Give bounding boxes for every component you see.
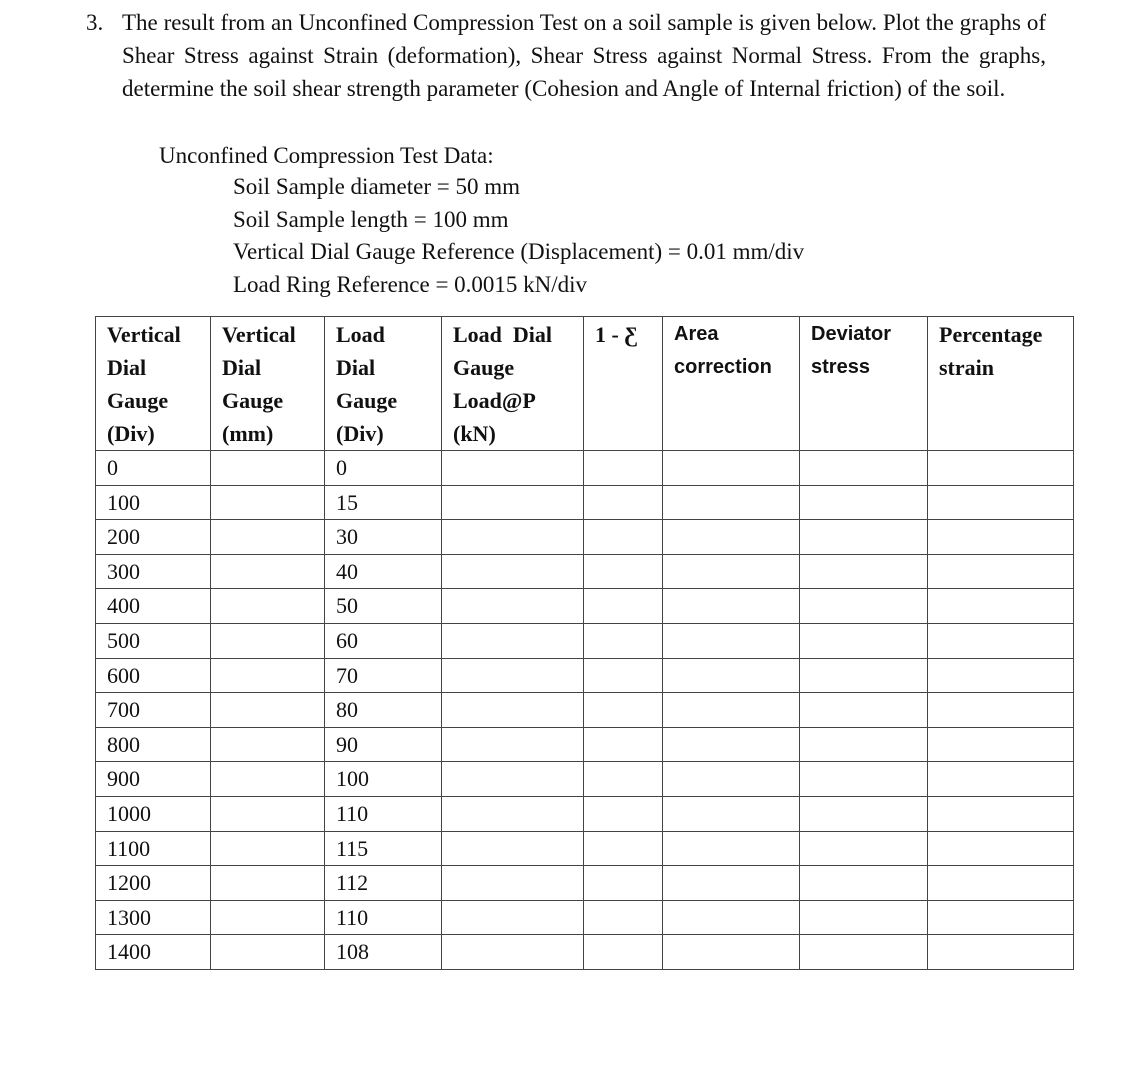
table-row bbox=[96, 520, 1074, 555]
table-cell bbox=[800, 451, 928, 486]
table-cell bbox=[663, 796, 800, 831]
table-cell bbox=[800, 727, 928, 762]
table-cell bbox=[928, 485, 1074, 520]
table-cell bbox=[584, 658, 663, 693]
table-cell: 110 bbox=[325, 900, 442, 935]
header-vertical-dial-gauge-div: Vertical Dial Gauge (Div) bbox=[96, 317, 211, 451]
table-cell bbox=[442, 693, 584, 728]
table-cell bbox=[211, 589, 325, 624]
table-cell bbox=[442, 554, 584, 589]
table-cell bbox=[442, 762, 584, 797]
table-cell bbox=[442, 451, 584, 486]
table-cell: 1000 bbox=[96, 796, 211, 831]
table-cell bbox=[211, 900, 325, 935]
table-cell bbox=[584, 451, 663, 486]
table-cell: 100 bbox=[325, 762, 442, 797]
table-cell bbox=[584, 693, 663, 728]
table-body bbox=[96, 451, 1074, 970]
table-cell bbox=[584, 900, 663, 935]
table-cell bbox=[211, 554, 325, 589]
table-row bbox=[96, 796, 1074, 831]
table-cell bbox=[211, 623, 325, 658]
param-sample-length: Soil Sample length = 100 mm bbox=[233, 206, 509, 232]
header-percentage-strain: Percentage strain bbox=[928, 317, 1074, 451]
table-cell: 1400 bbox=[96, 935, 211, 970]
table-cell bbox=[800, 520, 928, 555]
question-number: 3. bbox=[86, 10, 104, 35]
table-cell bbox=[928, 589, 1074, 624]
table-cell bbox=[663, 554, 800, 589]
table-cell bbox=[663, 623, 800, 658]
test-data-heading: Unconfined Compression Test Data: bbox=[159, 143, 494, 168]
table-cell bbox=[928, 866, 1074, 901]
param-vertical-dial-reference: Vertical Dial Gauge Reference (Displacement) = 0.01 mm/div bbox=[233, 239, 805, 264]
table-cell bbox=[584, 623, 663, 658]
table-row bbox=[96, 623, 1074, 658]
table-cell bbox=[928, 831, 1074, 866]
table-cell: 1300 bbox=[96, 900, 211, 935]
table-cell bbox=[584, 762, 663, 797]
table-cell bbox=[663, 727, 800, 762]
table-cell bbox=[928, 796, 1074, 831]
table-row bbox=[96, 554, 1074, 589]
table-cell bbox=[928, 451, 1074, 486]
table-cell bbox=[584, 485, 663, 520]
table-cell bbox=[663, 762, 800, 797]
table-cell: 15 bbox=[325, 485, 442, 520]
table-cell bbox=[584, 831, 663, 866]
table-cell: 1100 bbox=[96, 831, 211, 866]
table-row bbox=[96, 693, 1074, 728]
header-load-dial-gauge-load-kn: Load Dial Gauge Load@P (kN) bbox=[442, 317, 584, 451]
table-cell bbox=[211, 658, 325, 693]
table-cell: 700 bbox=[96, 693, 211, 728]
table-cell bbox=[800, 554, 928, 589]
table-row bbox=[96, 831, 1074, 866]
table-cell bbox=[663, 520, 800, 555]
table-cell bbox=[211, 831, 325, 866]
question-block bbox=[86, 6, 1046, 105]
table-cell: 900 bbox=[96, 762, 211, 797]
table-cell: 110 bbox=[325, 796, 442, 831]
table-cell: 60 bbox=[325, 623, 442, 658]
table-cell bbox=[928, 623, 1074, 658]
table-cell bbox=[211, 727, 325, 762]
table-cell bbox=[800, 589, 928, 624]
table-cell bbox=[663, 658, 800, 693]
table-cell bbox=[442, 589, 584, 624]
param-sample-diameter: Soil Sample diameter = 50 mm bbox=[233, 174, 521, 199]
table-cell bbox=[442, 831, 584, 866]
table-cell bbox=[928, 935, 1074, 970]
test-parameters bbox=[233, 171, 804, 301]
table-cell: 200 bbox=[96, 520, 211, 555]
table-cell bbox=[800, 762, 928, 797]
header-one-minus-strain: 1 - Ƹ bbox=[584, 317, 663, 451]
table-cell bbox=[584, 520, 663, 555]
table-cell bbox=[211, 866, 325, 901]
table-cell bbox=[928, 727, 1074, 762]
table-row bbox=[96, 900, 1074, 935]
table-cell: 30 bbox=[325, 520, 442, 555]
table-cell bbox=[800, 485, 928, 520]
table-cell: 40 bbox=[325, 554, 442, 589]
test-data-table bbox=[95, 316, 1074, 970]
table-header-row bbox=[96, 317, 1074, 451]
table-cell bbox=[800, 796, 928, 831]
table-cell: 1200 bbox=[96, 866, 211, 901]
table-cell bbox=[800, 623, 928, 658]
header-area-correction: Area correction bbox=[663, 317, 800, 451]
table-cell bbox=[584, 554, 663, 589]
table-cell bbox=[928, 693, 1074, 728]
table-cell: 50 bbox=[325, 589, 442, 624]
table-cell bbox=[442, 485, 584, 520]
table-cell bbox=[928, 520, 1074, 555]
table-cell bbox=[800, 658, 928, 693]
table-cell: 800 bbox=[96, 727, 211, 762]
table-row bbox=[96, 762, 1074, 797]
table-cell bbox=[663, 900, 800, 935]
table-row bbox=[96, 451, 1074, 486]
table-cell bbox=[663, 831, 800, 866]
table-cell bbox=[663, 451, 800, 486]
table-cell bbox=[442, 866, 584, 901]
table-cell bbox=[211, 451, 325, 486]
table-cell bbox=[928, 900, 1074, 935]
table-cell: 115 bbox=[325, 831, 442, 866]
table-row bbox=[96, 727, 1074, 762]
table-cell bbox=[442, 520, 584, 555]
table-cell bbox=[584, 796, 663, 831]
table-cell bbox=[584, 589, 663, 624]
table-cell bbox=[663, 866, 800, 901]
table-cell bbox=[663, 935, 800, 970]
table-cell bbox=[663, 485, 800, 520]
table-cell bbox=[800, 693, 928, 728]
table-cell bbox=[663, 693, 800, 728]
table-cell bbox=[928, 658, 1074, 693]
table-cell bbox=[442, 796, 584, 831]
table-cell bbox=[211, 485, 325, 520]
header-load-dial-gauge-div: Load Dial Gauge (Div) bbox=[325, 317, 442, 451]
header-deviator-stress: Deviator stress bbox=[800, 317, 928, 451]
table-cell: 300 bbox=[96, 554, 211, 589]
table-row bbox=[96, 589, 1074, 624]
table-cell bbox=[584, 727, 663, 762]
table-cell bbox=[800, 866, 928, 901]
table-cell bbox=[800, 935, 928, 970]
table-cell bbox=[442, 727, 584, 762]
question-text: The result from an Unconfined Compression Test on a soil sample is given below. Plot the graphs of Shear Stress against Strain (deformation), Shear Stress against Normal Stress. From the graphs, determine the soil shear strength parameter (Cohesion and Angle of Internal friction) of the soil. bbox=[122, 10, 1046, 101]
table-cell: 70 bbox=[325, 658, 442, 693]
table-cell: 0 bbox=[325, 451, 442, 486]
table-cell bbox=[442, 658, 584, 693]
table-cell bbox=[211, 796, 325, 831]
table-cell bbox=[800, 831, 928, 866]
table-cell: 600 bbox=[96, 658, 211, 693]
table-cell bbox=[800, 900, 928, 935]
table-cell bbox=[663, 589, 800, 624]
table-cell bbox=[211, 520, 325, 555]
table-cell bbox=[442, 623, 584, 658]
table-cell: 0 bbox=[96, 451, 211, 486]
table-cell: 400 bbox=[96, 589, 211, 624]
table-cell: 500 bbox=[96, 623, 211, 658]
table-cell bbox=[584, 935, 663, 970]
header-vertical-dial-gauge-mm: Vertical Dial Gauge (mm) bbox=[211, 317, 325, 451]
table-cell bbox=[442, 935, 584, 970]
table-cell bbox=[584, 866, 663, 901]
table-cell bbox=[211, 762, 325, 797]
table-row bbox=[96, 935, 1074, 970]
table-cell: 100 bbox=[96, 485, 211, 520]
table-cell: 108 bbox=[325, 935, 442, 970]
table-cell: 90 bbox=[325, 727, 442, 762]
table-cell: 80 bbox=[325, 693, 442, 728]
table-cell bbox=[211, 935, 325, 970]
table-row bbox=[96, 658, 1074, 693]
table-row bbox=[96, 485, 1074, 520]
table-cell bbox=[442, 900, 584, 935]
table-cell bbox=[928, 554, 1074, 589]
table-cell bbox=[211, 693, 325, 728]
param-load-ring-reference: Load Ring Reference = 0.0015 kN/div bbox=[233, 271, 588, 297]
table-row bbox=[96, 866, 1074, 901]
table-cell bbox=[928, 762, 1074, 797]
table-cell: 112 bbox=[325, 866, 442, 901]
